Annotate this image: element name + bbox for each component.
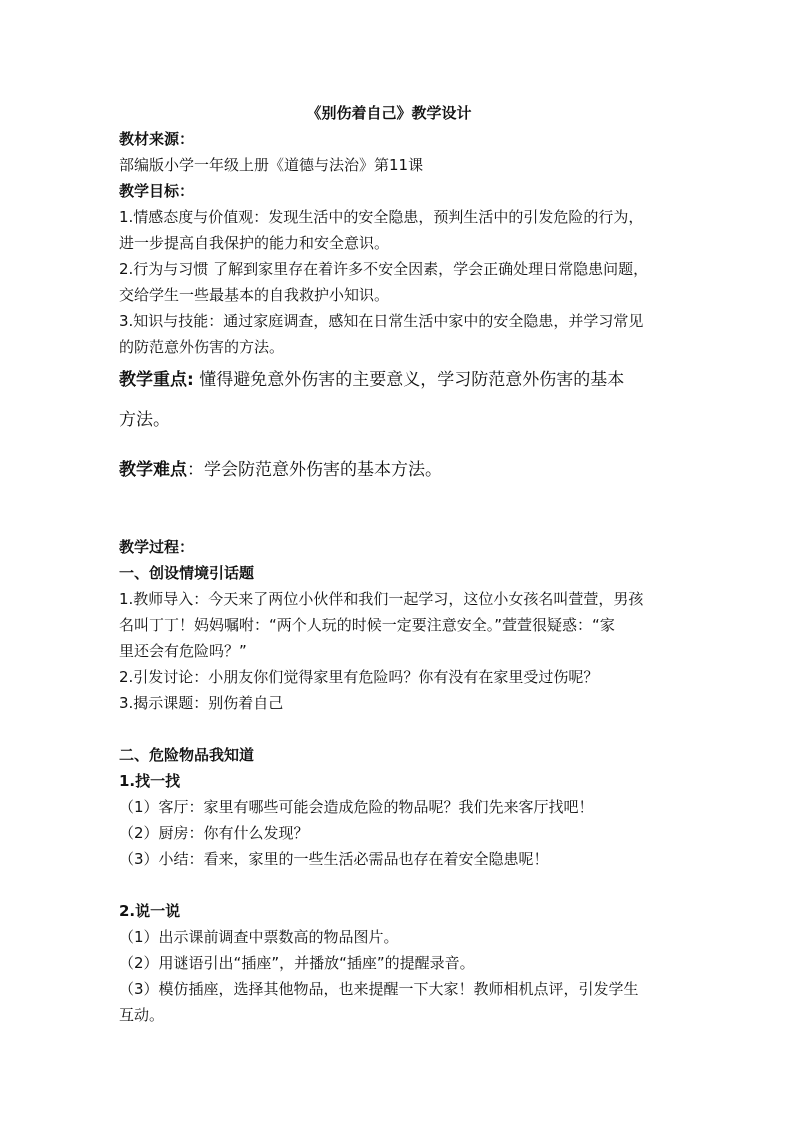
subsection-2-item-2: （2）用谜语引出“插座”，并播放“插座”的提醒录音。 — [119, 954, 475, 972]
goal-1-line-2: 进一步提高自我保护的能力和安全意识。 — [119, 234, 390, 252]
key-point-label: 教学重点: — [119, 370, 194, 390]
key-point-line-2: 方法。 — [119, 410, 170, 430]
subsection-1-heading: 1.找一找 — [119, 772, 181, 790]
source-heading: 教材来源： — [119, 130, 195, 148]
key-point-line-1 — [119, 360, 679, 400]
document-title: 《别伤着自己》教学设计 — [306, 104, 472, 122]
subsection-2-item-1: （1）出示课前调查中票数高的物品图片。 — [119, 928, 399, 946]
goal-1-line-1: 1.情感态度与价值观：发现生活中的安全隐患，预判生活中的引发危险的行为， — [119, 208, 644, 226]
section-1-para-1-line-3: 里还会有危险吗？” — [119, 642, 247, 660]
goals-heading: 教学目标： — [119, 182, 195, 200]
section-1-para-2: 2.引发讨论：小朋友你们觉得家里有危险吗？你有没有在家里受过伤呢？ — [119, 668, 599, 686]
source-text: 部编版小学一年级上册《道德与法治》第11课 — [119, 156, 424, 174]
goal-3-line-1: 3.知识与技能：通过家庭调查，感知在日常生活中家中的安全隐患，并学习常见 — [119, 312, 644, 330]
subsection-1-item-2: （2）厨房：你有什么发现？ — [119, 824, 309, 842]
section-1-para-1-line-2: 名叫丁丁！妈妈嘱咐：“两个人玩的时候一定要注意安全。”萱萱很疑惑：“家 — [119, 616, 615, 634]
goal-2-line-2: 交给学生一些最基本的自我救护小知识。 — [119, 286, 390, 304]
section-1-para-1-line-1: 1.教师导入：今天来了两位小伙伴和我们一起学习，这位小女孩名叫萱萱，男孩 — [119, 590, 644, 608]
subsection-2-heading: 2.说一说 — [119, 902, 181, 920]
difficulty-text: ：学会防范意外伤害的基本方法。 — [187, 460, 442, 480]
process-heading: 教学过程： — [119, 538, 195, 556]
subsection-2-item-3-line-2: 互动。 — [119, 1006, 165, 1024]
difficulty-label: 教学难点 — [119, 460, 187, 480]
document-body — [119, 100, 679, 1028]
section-1-para-3: 3.揭示课题：别伤着自己 — [119, 694, 284, 712]
difficulty-line — [119, 450, 679, 490]
section-1-heading: 一、创设情境引话题 — [119, 564, 255, 582]
subsection-1-item-1: （1）客厅：家里有哪些可能会造成危险的物品呢？我们先来客厅找吧！ — [119, 798, 594, 816]
key-point-text: 懂得避免意外伤害的主要意义，学习防范意外伤害的基本 — [193, 370, 625, 390]
subsection-2-item-3-line-1: （3）模仿插座，选择其他物品，也来提醒一下大家！教师相机点评，引发学生 — [119, 980, 639, 998]
goal-2-line-1: 2.行为与习惯 了解到家里存在着许多不安全因素，学会正确处理日常隐患问题， — [119, 260, 649, 278]
section-2-heading: 二、危险物品我知道 — [119, 746, 255, 764]
subsection-1-item-3: （3）小结：看来，家里的一些生活必需品也存在着安全隐患呢！ — [119, 850, 549, 868]
goal-3-line-2: 的防范意外伤害的方法。 — [119, 338, 285, 356]
